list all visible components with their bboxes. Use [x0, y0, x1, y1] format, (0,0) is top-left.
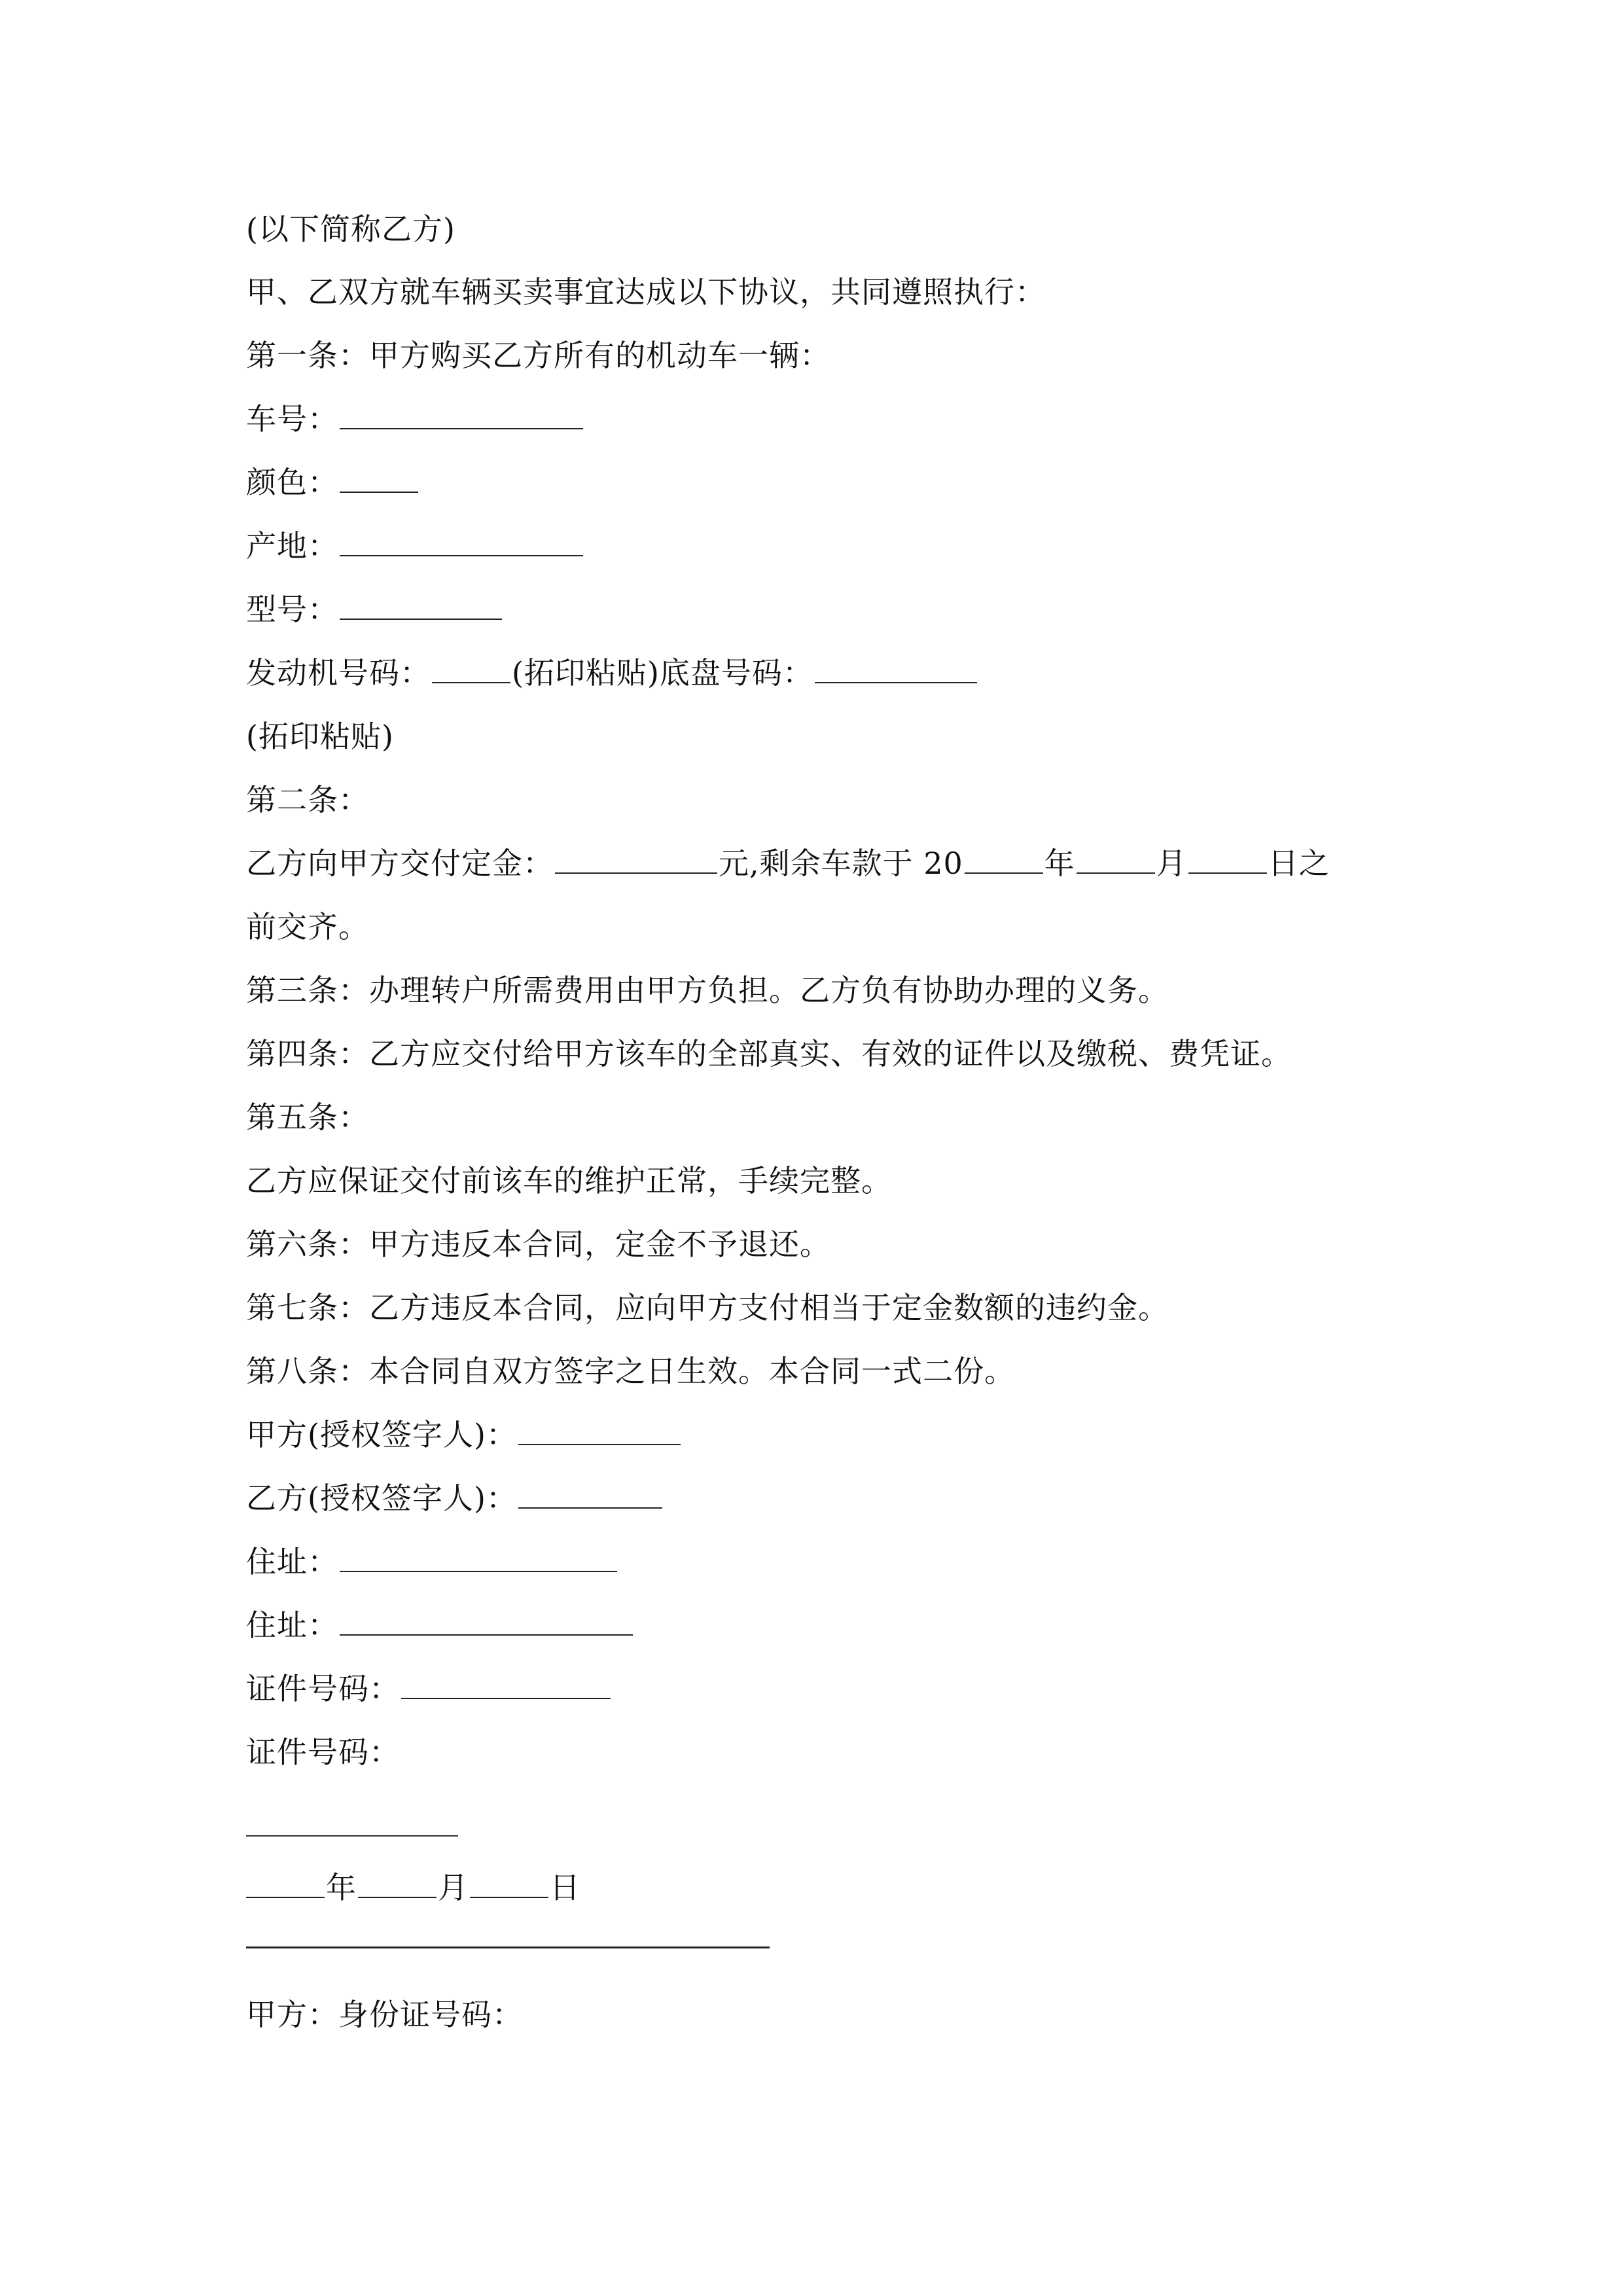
- article-2: 第二条：: [246, 782, 369, 817]
- deposit-suffix: 元,剩余车款于 20: [719, 846, 963, 881]
- article-5: 第五条：: [246, 1100, 369, 1135]
- address-row-1: [246, 1542, 618, 1581]
- section-divider: [246, 1946, 770, 1948]
- origin-blank: [340, 526, 583, 556]
- party-a-sign-blank: [518, 1415, 681, 1445]
- party-a-sign-label: 甲方(授权签字人)：: [246, 1417, 517, 1452]
- deposit-day-blank: [1188, 844, 1267, 874]
- date-year-blank: [246, 1868, 325, 1898]
- address-label-2: 住址：: [246, 1607, 338, 1643]
- deposit-year-label: 年: [1044, 846, 1075, 881]
- article-1: 第一条：甲方购买乙方所有的机动车一辆：: [246, 338, 830, 373]
- chassis-label: 底盘号码：: [659, 655, 813, 691]
- engine-label: 发动机号码：: [246, 655, 431, 691]
- rubbing-note-2: (拓印粘贴): [246, 719, 394, 754]
- id-2-underline: [246, 1835, 458, 1837]
- model-label: 型号：: [246, 592, 338, 627]
- deposit-row: [246, 844, 1330, 883]
- id-row-1: [246, 1669, 612, 1708]
- party-a-id-line: 甲方：身份证号码：: [246, 1997, 523, 2032]
- article-5-text: 乙方应保证交付前该车的维护正常，手续完整。: [246, 1163, 892, 1198]
- model-blank: [340, 590, 502, 620]
- plate-row: [246, 399, 584, 439]
- plate-blank: [340, 399, 583, 429]
- address-blank-1: [340, 1542, 617, 1572]
- id-label-1: 证件号码：: [246, 1671, 400, 1706]
- chassis-blank: [815, 653, 977, 683]
- date-row: [246, 1868, 580, 1907]
- article-3: 第三条：办理转户所需费用由甲方负担。乙方负有协助办理的义务。: [246, 973, 1169, 1008]
- deposit-year-blank: [965, 844, 1043, 874]
- address-label-1: 住址：: [246, 1544, 338, 1579]
- article-4: 第四条：乙方应交付给甲方该车的全部真实、有效的证件以及缴税、费凭证。: [246, 1036, 1292, 1071]
- model-row: [246, 590, 503, 629]
- article-8: 第八条：本合同自双方签字之日生效。本合同一式二份。: [246, 1354, 1015, 1389]
- date-month-blank: [358, 1868, 437, 1898]
- color-label: 颜色：: [246, 465, 338, 500]
- color-blank: [340, 463, 418, 493]
- address-row-2: [246, 1605, 634, 1645]
- deposit-day-label: 日之: [1268, 846, 1330, 881]
- date-day-label: 日: [550, 1870, 580, 1905]
- rubbing-note-1: (拓印粘贴): [512, 655, 660, 691]
- date-month-label: 月: [438, 1870, 469, 1905]
- engine-blank: [432, 653, 510, 683]
- party-b-sign-row: [246, 1479, 664, 1518]
- deposit-month-blank: [1077, 844, 1155, 874]
- id-blank-1: [401, 1669, 611, 1699]
- date-day-blank: [470, 1868, 548, 1898]
- origin-row: [246, 526, 584, 565]
- origin-label: 产地：: [246, 528, 338, 564]
- deposit-amount-blank: [555, 844, 717, 874]
- article-7: 第七条：乙方违反本合同，应向甲方支付相当于定金数额的违约金。: [246, 1290, 1169, 1325]
- engine-row: [246, 653, 978, 692]
- id-row-2: [246, 1732, 400, 1772]
- agreement-line: 甲、乙双方就车辆买卖事宜达成以下协议，共同遵照执行：: [246, 274, 1046, 310]
- party-a-sign-row: [246, 1415, 682, 1454]
- article-6: 第六条：甲方违反本合同，定金不予退还。: [246, 1227, 830, 1262]
- party-b-sign-blank: [518, 1479, 662, 1509]
- deposit-continuation: 前交齐。: [246, 909, 369, 944]
- party-b-sign-label: 乙方(授权签字人)：: [246, 1480, 517, 1516]
- deposit-label: 乙方向甲方交付定金：: [246, 846, 554, 881]
- address-blank-2: [340, 1605, 633, 1636]
- id-label-2: 证件号码：: [246, 1734, 400, 1770]
- plate-label: 车号：: [246, 401, 338, 437]
- color-row: [246, 463, 419, 502]
- intro-abbrev: (以下简称乙方): [246, 211, 455, 247]
- date-year-label: 年: [326, 1870, 357, 1905]
- deposit-month-label: 月: [1156, 846, 1187, 881]
